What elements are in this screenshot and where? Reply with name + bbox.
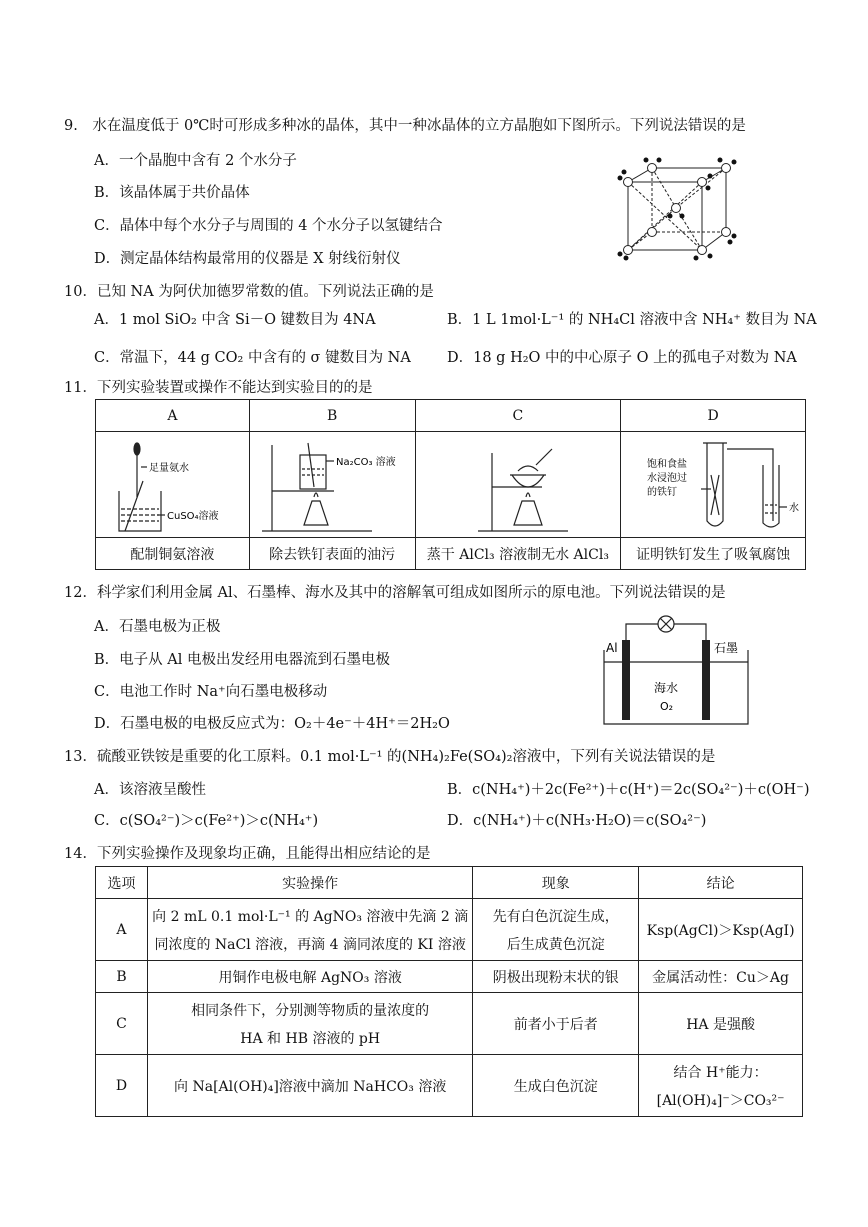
row-option: D [96,1055,148,1117]
row-phenomenon [473,899,639,961]
row-option: A [96,899,148,961]
q11-apparatus-table [95,399,806,570]
operation-line: 相同条件下，分别测等物质的量浓度的 [191,1002,430,1019]
row-conclusion [639,1055,803,1117]
row-phenomenon: 前者小于后者 [473,993,639,1055]
q14-header-conclusion: 结论 [639,867,803,899]
q12-option-b: B．电子从 Al 电极出发经用电器流到石墨电极 [94,652,390,668]
electrode-graphite-label: 石墨 [714,641,739,655]
q11-label-na2co3: Na₂CO₃ 溶液 [336,456,396,468]
q11-label-d2: 水浸泡过 [647,472,688,484]
q14-header-operation: 实验操作 [147,867,473,899]
q12-option-d: D．石墨电极的电极反应式为：O₂＋4e⁻＋4H⁺＝2H₂O [94,716,450,732]
table-row [96,993,803,1055]
row-operation: 用铜作电极电解 AgNO₃ 溶液 [147,961,473,993]
q9-option-d: D．测定晶体结构最常用的仪器是 X 射线衍射仪 [94,251,401,267]
q10-stem: 10．已知 NA 为阿伏加德罗常数的值。下列说法正确的是 [64,284,434,300]
q11-caption-b: 除去铁钉表面的油污 [249,538,415,570]
q10-option-c: C．常温下，44 g CO₂ 中含有的 σ 键数目为 NA [94,350,411,366]
table-row [96,899,803,961]
conclusion-line: Ksp(AgCl)＞Ksp(AgI) [646,922,795,939]
operation-line: 同浓度的 NaCl 溶液，再滴 4 滴同浓度的 KI 溶液 [154,936,466,953]
operation-line: 向 2 mL 0.1 mol·L⁻¹ 的 AgNO₃ 溶液中先滴 2 滴 [152,908,469,925]
q11-header-d: D [621,400,806,432]
q11-label-ammonia: 足量氨水 [149,462,190,474]
q11-apparatus-d [621,432,806,538]
row-conclusion: 金属活动性：Cu＞Ag [639,961,803,993]
row-option: C [96,993,148,1055]
q12-stem: 12．科学家们利用金属 Al、石墨棒、海水及其中的溶解氧可组成如图所示的原电池。下列说法错误的是 [64,585,726,601]
q11-caption-a: 配制铜氨溶液 [96,538,250,570]
q13-option-d: D．c(NH₄⁺)＋c(NH₃·H₂O)＝c(SO₄²⁻) [447,813,707,829]
table-row [96,961,803,993]
q9-option-a: A．一个晶胞中含有 2 个水分子 [94,153,297,169]
row-operation [147,899,473,961]
conclusion-line: [Al(OH)₄]⁻＞CO₃²⁻ [656,1092,785,1109]
q12-option-a: A．石墨电极为正极 [94,619,221,635]
ice-crystal-cell-diagram [612,150,742,262]
q11-caption-d: 证明铁钉发生了吸氧腐蚀 [621,538,806,570]
q13-option-c: C．c(SO₄²⁻)＞c(Fe²⁺)＞c(NH₄⁺) [94,813,319,829]
q10-option-a: A．1 mol SiO₂ 中含 Si－O 键数目为 4NA [94,312,376,328]
phenomenon-line: 后生成黄色沉淀 [506,936,605,953]
row-option: B [96,961,148,993]
q11-label-cuso4: CuSO₄溶液 [167,510,219,522]
conclusion-line: 结合 H⁺能力： [673,1064,768,1081]
galvanic-cell-diagram [598,612,758,730]
electrode-al-label: Al [606,641,618,655]
q11-label-water: 水 [789,502,800,514]
operation-line: HA 和 HB 溶液的 pH [240,1030,381,1047]
q9-stem: 9. 水在温度低于 0℃时可形成多种冰的晶体，其中一种冰晶体的立方晶胞如下图所示。下列说法错误的是 [64,118,746,134]
row-conclusion: HA 是强酸 [639,993,803,1055]
q11-stem: 11．下列实验装置或操作不能达到实验目的的是 [64,380,373,396]
q10-option-b: B．1 L 1mol·L⁻¹ 的 NH₄Cl 溶液中含 NH₄⁺ 数目为 NA [447,312,817,328]
q13-option-b: B．c(NH₄⁺)＋2c(Fe²⁺)＋c(H⁺)＝2c(SO₄²⁻)＋c(OH⁻) [447,782,810,798]
table-row [96,1055,803,1117]
q11-header-a: A [96,400,250,432]
q14-experiment-table [95,866,803,1117]
row-conclusion [639,899,803,961]
seawater-label: 海水 [654,681,679,695]
q14-header-phenomenon: 现象 [473,867,639,899]
q11-label-d1: 饱和食盐 [647,458,688,470]
phenomenon-line: 先有白色沉淀生成， [492,908,619,925]
row-operation: 向 Na[Al(OH)₄]溶液中滴加 NaHCO₃ 溶液 [147,1055,473,1117]
q12-option-c: C．电池工作时 Na⁺向石墨电极移动 [94,684,328,700]
q11-header-c: C [415,400,621,432]
q13-option-a: A．该溶液呈酸性 [94,782,206,798]
oxygen-label: O₂ [660,700,674,713]
q11-apparatus-b [249,432,415,538]
q9-option-c: C．晶体中每个水分子与周围的 4 个水分子以氢键结合 [94,218,443,234]
q10-option-d: D．18 g H₂O 中的中心原子 O 上的孤电子对数为 NA [447,350,797,366]
q14-header-option: 选项 [96,867,148,899]
row-phenomenon: 生成白色沉淀 [473,1055,639,1117]
q9-option-b: B．该晶体属于共价晶体 [94,185,250,201]
q11-apparatus-c [415,432,621,538]
q11-caption-c: 蒸干 AlCl₃ 溶液制无水 AlCl₃ [415,538,621,570]
q14-stem: 14．下列实验操作及现象均正确，且能得出相应结论的是 [64,846,431,862]
q11-apparatus-a [96,432,250,538]
q11-label-d3: 的铁钉 [647,486,678,498]
q11-header-b: B [249,400,415,432]
row-operation [147,993,473,1055]
row-phenomenon: 阴极出现粉末状的银 [473,961,639,993]
q13-stem: 13．硫酸亚铁铵是重要的化工原料。0.1 mol·L⁻¹ 的(NH₄)₂Fe(SO₄)₂溶液中，下列有关说法错误的是 [64,749,716,765]
